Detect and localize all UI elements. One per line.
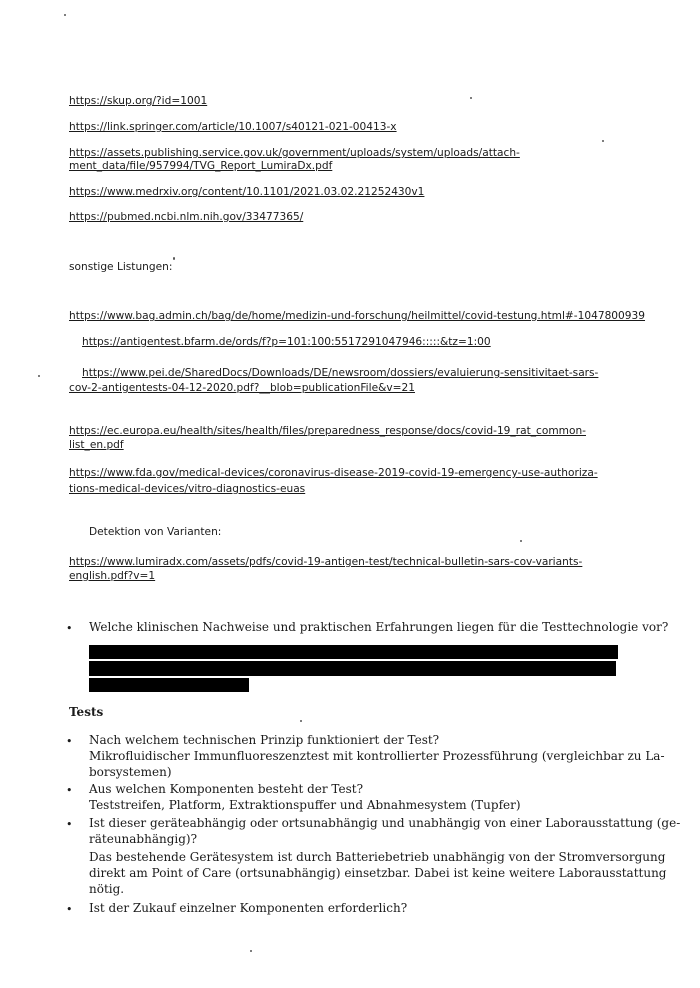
bullet-marker: • bbox=[66, 735, 73, 748]
question-components: Aus welchen Komponenten besteht der Test? bbox=[89, 782, 364, 796]
answer-device-dependency: Das bestehende Gerätesystem ist durch Batteriebetrieb unabhängig von der Stromversorgung bbox=[89, 850, 666, 864]
link-ec-europa-cont[interactable]: list_en.pdf bbox=[69, 439, 124, 451]
scan-speck bbox=[470, 97, 472, 99]
bullet-marker: • bbox=[66, 903, 73, 916]
link-pubmed[interactable]: https://pubmed.ncbi.nlm.nih.gov/33477365/ bbox=[69, 211, 304, 223]
link-gov-uk[interactable]: https://assets.publishing.service.gov.uk/government/uploads/system/uploads/attach- bbox=[69, 147, 520, 159]
link-gov-uk-cont[interactable]: ment_data/file/957994/TVG_Report_LumiraDx.pdf bbox=[69, 160, 333, 172]
question-device-dependency: Ist dieser geräteabhängig oder ortsunabhängig und unabhängig von einer Laborausstattung (ge- bbox=[89, 816, 681, 830]
tests-heading: Tests bbox=[69, 705, 104, 719]
link-fda-cont[interactable]: tions-medical-devices/vitro-diagnostics-euas bbox=[69, 483, 306, 495]
link-springer[interactable]: https://link.springer.com/article/10.1007/s40121-021-00413-x bbox=[69, 121, 397, 133]
scan-speck bbox=[64, 14, 66, 16]
scan-speck bbox=[520, 540, 522, 542]
link-lumiradx-cont[interactable]: english.pdf?v=1 bbox=[69, 570, 156, 582]
bullet-marker: • bbox=[66, 784, 73, 797]
link-pei[interactable]: https://www.pei.de/SharedDocs/Downloads/DE/newsroom/dossiers/evaluierung-sensitivitaet-sars- bbox=[82, 367, 599, 379]
scan-speck bbox=[38, 375, 40, 377]
answer-components: Teststreifen, Platform, Extraktionspuffer und Abnahmesystem (Tupfer) bbox=[89, 798, 521, 812]
answer-principle: Mikrofluidischer Immunfluoreszenztest mit kontrollierter Prozessführung (vergleichbar zu La- bbox=[89, 749, 665, 763]
answer-device-dependency-cont: direkt am Point of Care (ortsunabhängig) einsetzbar. Dabei ist keine weitere Laborausstattung bbox=[89, 866, 667, 880]
scan-speck bbox=[250, 950, 252, 952]
link-bag[interactable]: https://www.bag.admin.ch/bag/de/home/medizin-und-forschung/heilmittel/covid-testung.html#-1047800939 bbox=[69, 310, 646, 322]
scan-speck bbox=[300, 720, 302, 722]
question-clinical-evidence: Welche klinischen Nachweise und praktischen Erfahrungen liegen für die Testtechnologie vor? bbox=[89, 620, 669, 634]
bullet-marker: • bbox=[66, 818, 73, 831]
question-principle: Nach welchem technischen Prinzip funktioniert der Test? bbox=[89, 733, 440, 747]
question-device-dependency-cont: räteunabhängig)? bbox=[89, 832, 198, 846]
link-skup[interactable]: https://skup.org/?id=1001 bbox=[69, 95, 208, 107]
link-pei-cont[interactable]: cov-2-antigentests-04-12-2020.pdf?__blob=publicationFile&v=21 bbox=[69, 382, 415, 394]
link-fda[interactable]: https://www.fda.gov/medical-devices/coronavirus-disease-2019-covid-19-emergency-use-authoriza- bbox=[69, 467, 598, 479]
answer-principle-cont: borsystemen) bbox=[89, 765, 172, 779]
bullet-marker: • bbox=[66, 622, 73, 635]
answer-device-dependency-end: nötig. bbox=[89, 882, 125, 896]
link-ec-europa[interactable]: https://ec.europa.eu/health/sites/health/files/preparedness_response/docs/covid-19_rat_common- bbox=[69, 425, 586, 437]
scan-speck bbox=[173, 257, 175, 260]
sonstige-listungen-label: sonstige Listungen: bbox=[69, 261, 173, 273]
question-additional-components: Ist der Zukauf einzelner Komponenten erforderlich? bbox=[89, 901, 408, 915]
redaction-bar bbox=[89, 661, 616, 676]
link-medrxiv[interactable]: https://www.medrxiv.org/content/10.1101/2021.03.02.21252430v1 bbox=[69, 186, 425, 198]
redaction-bar bbox=[89, 645, 618, 659]
detektion-varianten-label: Detektion von Varianten: bbox=[89, 526, 222, 538]
scan-speck bbox=[602, 140, 604, 142]
link-lumiradx[interactable]: https://www.lumiradx.com/assets/pdfs/covid-19-antigen-test/technical-bulletin-sars-cov-variants- bbox=[69, 556, 583, 568]
redaction-bar bbox=[89, 678, 249, 692]
link-bfarm[interactable]: https://antigentest.bfarm.de/ords/f?p=101:100:5517291047946:::::&tz=1:00 bbox=[82, 336, 491, 348]
